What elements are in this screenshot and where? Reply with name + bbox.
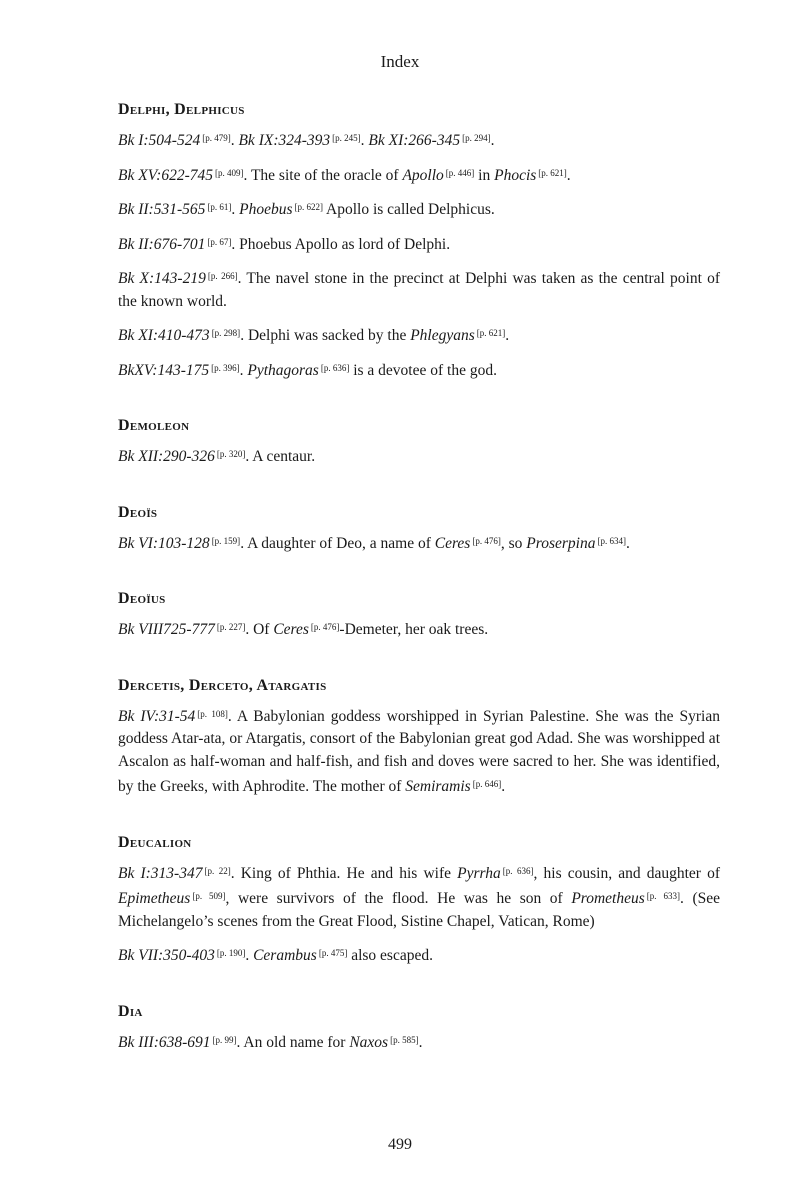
book-reference: Prometheus	[571, 890, 645, 907]
entry-text: Apollo is called Delphicus.	[323, 201, 495, 218]
entry-text: .	[418, 1033, 423, 1051]
book-reference: Bk XI:266-345	[368, 132, 461, 149]
page-reference: [p. 298]	[211, 328, 241, 338]
index-entry	[118, 589, 720, 642]
page-reference: [p. 396]	[211, 362, 240, 373]
book-reference: BkXV:143-175	[118, 361, 210, 379]
entry-text: .	[245, 947, 254, 964]
entry-paragraph	[118, 860, 720, 934]
page-reference: [p. 621]	[476, 328, 506, 338]
entry-heading: Deoïus	[118, 590, 166, 607]
entry-paragraph	[118, 127, 720, 153]
page-reference: [p. 99]	[212, 1034, 237, 1045]
book-reference: Bk II:531-565	[118, 201, 206, 218]
entry-heading: Dercetis, Derceto, Atargatis	[118, 676, 327, 694]
book-reference: Epimetheus	[118, 890, 191, 907]
entry-heading: Dia	[118, 1002, 143, 1020]
entry-text: . The navel stone in the precinct at Delphi was taken as the central point of the known world.	[118, 270, 720, 310]
entry-text: .	[490, 132, 495, 149]
page-reference: [p. 475]	[318, 948, 348, 958]
entry-text: , his cousin, and daughter of	[533, 864, 720, 882]
book-reference: Ceres	[273, 621, 309, 638]
book-reference: Ceres	[434, 534, 471, 552]
book-reference: Proserpina	[526, 534, 596, 552]
book-reference: Bk I:504-524	[118, 132, 201, 149]
entry-text: also escaped.	[347, 947, 433, 964]
entry-paragraph	[118, 616, 720, 642]
page-reference: [p. 476]	[310, 622, 340, 632]
entry-text: . (See Michelangelo’s scenes from the Great Flood, Sistine Chapel, Vatican, Rome)	[118, 890, 720, 930]
entry-paragraph	[118, 1029, 720, 1055]
entry-text: . An old name for	[236, 1033, 350, 1051]
entry-text: is a devotee of the god.	[349, 361, 497, 379]
book-reference: Phocis	[494, 166, 537, 184]
book-reference: Bk X:143-219	[118, 270, 206, 287]
index-entry	[118, 416, 720, 469]
entry-paragraph	[118, 357, 720, 383]
entry-text: .	[231, 201, 240, 218]
entry-paragraph	[118, 162, 720, 188]
book-reference: Phlegyans	[410, 327, 475, 344]
page-reference: [p. 476]	[472, 535, 501, 546]
page-reference: [p. 636]	[320, 362, 350, 373]
page-reference: [p. 266]	[207, 271, 238, 281]
page-reference: [p. 509]	[192, 891, 226, 901]
entry-paragraph	[118, 530, 720, 556]
page-reference: [p. 67]	[207, 236, 232, 247]
page-reference: [p. 245]	[332, 133, 361, 143]
index-content	[118, 100, 720, 1088]
page-reference: [p. 636]	[502, 865, 534, 876]
page-reference: [p. 108]	[197, 708, 228, 719]
page-reference: [p. 227]	[216, 622, 246, 632]
entry-heading: Demoleon	[118, 417, 190, 434]
entry-paragraph	[118, 443, 720, 469]
entry-paragraph	[118, 196, 720, 222]
entry-text: , were survivors of the flood. He was he son of	[225, 890, 572, 907]
entry-text: -Demeter, her oak trees.	[339, 621, 489, 638]
book-reference: Semiramis	[405, 778, 471, 795]
index-entry	[118, 676, 720, 799]
entry-text: .	[239, 361, 248, 379]
page-reference: [p. 320]	[216, 449, 246, 459]
book-reference: Bk VI:103-128	[118, 534, 210, 552]
entry-text: . A Babylonian goddess worshipped in Syrian Palestine. She was the Syrian goddess Atar-ata, or Atargatis, consort of the Babylonian great god Adad. She was worshipped at Ascalon as half-woman and half-fish, and fish and doves were sacred to her. She was identified, by the Greeks, with Aphrodite. The mother of	[118, 707, 720, 795]
page-reference: [p. 622]	[294, 202, 324, 212]
entry-text: , so	[500, 534, 527, 552]
page-reference: [p. 633]	[646, 891, 680, 901]
entry-text: .	[230, 132, 239, 149]
index-entry	[118, 833, 720, 968]
page-reference: [p. 159]	[211, 535, 241, 546]
book-reference: Apollo	[402, 166, 444, 184]
book-reference: Bk III:638-691	[118, 1033, 211, 1051]
book-reference: Cerambus	[253, 947, 317, 964]
entry-text: .	[625, 534, 630, 552]
page-reference: [p. 621]	[538, 167, 567, 178]
entry-text: in	[474, 166, 495, 184]
entry-text: . A centaur.	[245, 448, 316, 465]
book-reference: Bk IX:324-393	[238, 132, 331, 149]
book-reference: Bk XI:410-473	[118, 327, 210, 344]
page-reference: [p. 294]	[462, 133, 491, 143]
index-entry	[118, 503, 720, 556]
entry-text: . Phoebus Apollo as lord of Delphi.	[231, 235, 451, 253]
page-reference: [p. 61]	[207, 202, 232, 212]
entry-text: .	[505, 327, 510, 344]
book-reference: Bk IV:31-54	[118, 707, 196, 725]
entry-paragraph	[118, 703, 720, 799]
entry-text: . The site of the oracle of	[243, 166, 403, 184]
page-reference: [p. 585]	[390, 1034, 419, 1045]
page-reference: [p. 446]	[445, 167, 475, 178]
page-reference: [p. 22]	[204, 865, 231, 876]
book-reference: Bk II:676-701	[118, 235, 206, 253]
book-reference: Bk VIII725-777	[118, 621, 215, 638]
entry-text: . Delphi was sacked by the	[240, 327, 411, 344]
entry-text: .	[566, 166, 571, 184]
book-reference: Bk XV:622-745	[118, 166, 213, 184]
entry-text: .	[360, 132, 369, 149]
book-reference: Phoebus	[239, 201, 293, 218]
index-entry	[118, 100, 720, 382]
page-reference: [p. 634]	[597, 535, 626, 546]
entry-text: . King of Phthia. He and his wife	[230, 864, 458, 882]
book-reference: Pyrrha	[457, 864, 501, 882]
entry-heading: Deucalion	[118, 833, 192, 851]
entry-heading: Delphi, Delphicus	[118, 101, 245, 118]
book-reference: Bk I:313-347	[118, 864, 203, 882]
entry-paragraph	[118, 265, 720, 313]
page-header: Index	[380, 52, 420, 71]
index-entry	[118, 1002, 720, 1055]
entry-text: . Of	[245, 621, 274, 638]
entry-text: .	[501, 778, 506, 795]
page-reference: [p. 646]	[472, 779, 502, 789]
page-number: 499	[388, 1136, 412, 1153]
entry-paragraph	[118, 231, 720, 257]
page-reference: [p. 190]	[216, 948, 246, 958]
entry-paragraph	[118, 322, 720, 348]
page-reference: [p. 409]	[214, 167, 244, 178]
page-reference: [p. 479]	[202, 133, 231, 143]
entry-heading: Deoïs	[118, 503, 158, 521]
entry-paragraph	[118, 942, 720, 968]
book-reference: Naxos	[349, 1033, 389, 1051]
book-reference: Bk VII:350-403	[118, 947, 215, 964]
entry-text: . A daughter of Deo, a name of	[240, 534, 435, 552]
book-reference: Bk XII:290-326	[118, 448, 215, 465]
book-reference: Pythagoras	[247, 361, 319, 379]
